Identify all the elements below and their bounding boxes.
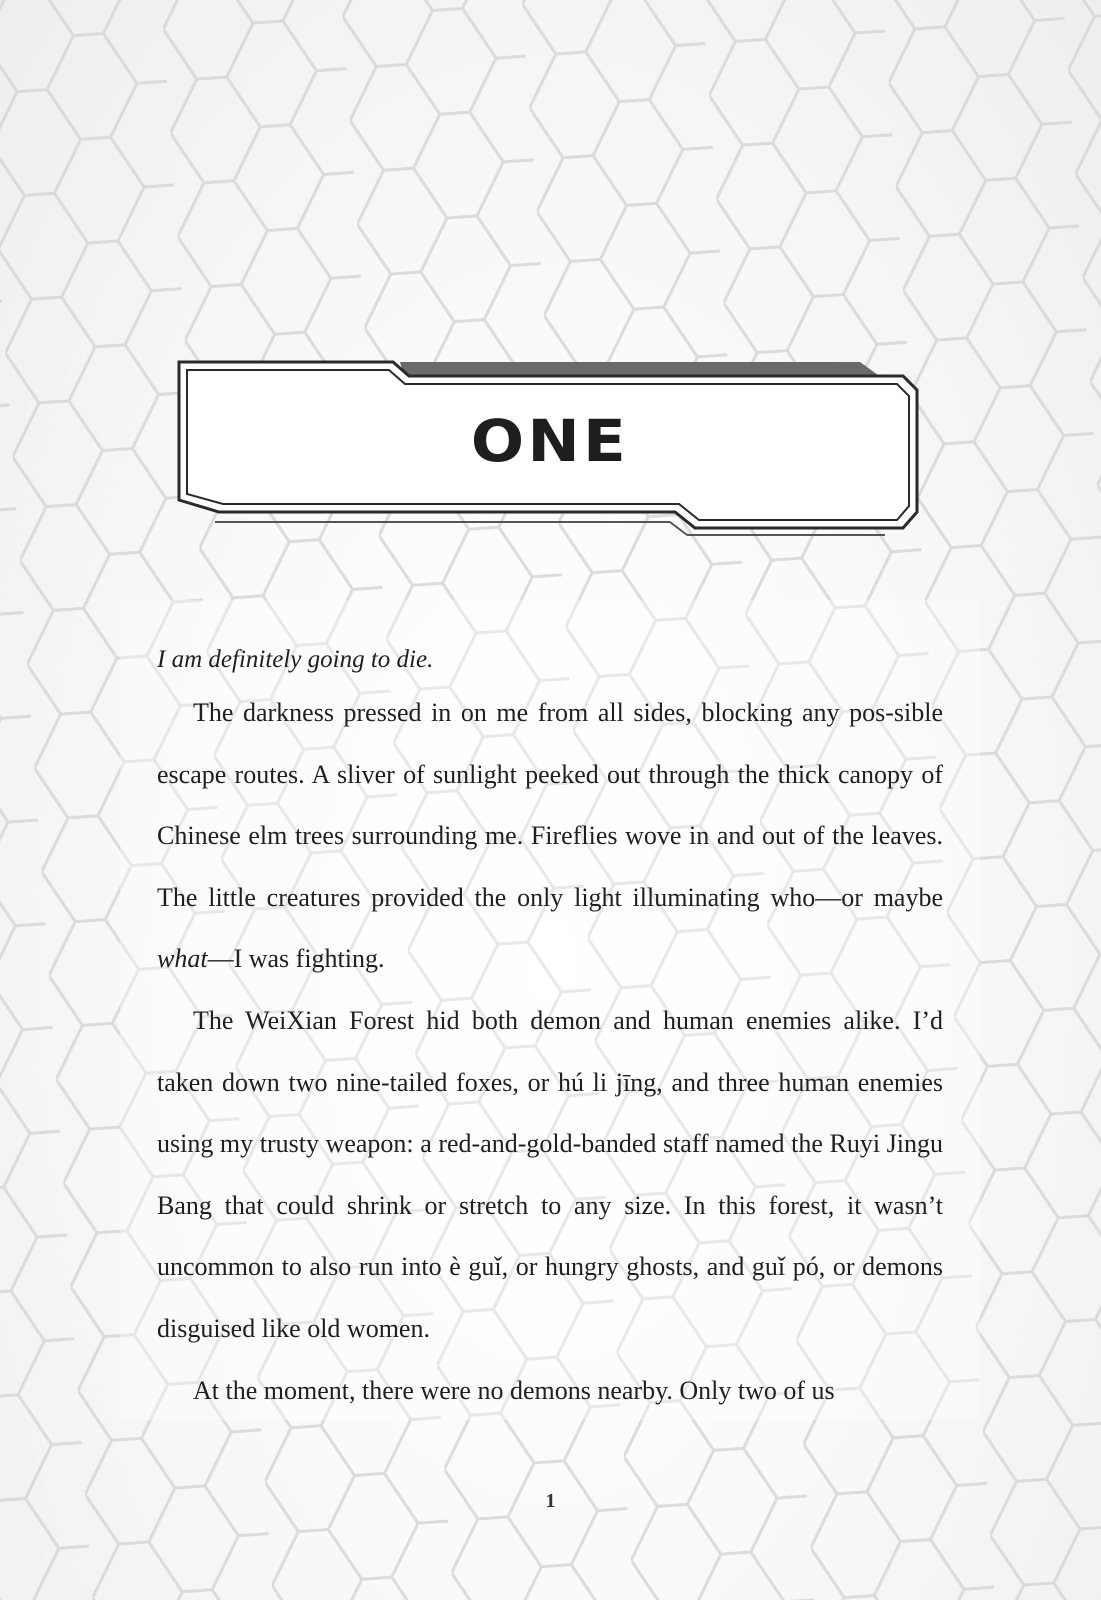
page-number: 1 xyxy=(545,1490,556,1512)
paragraph-1 xyxy=(157,682,943,990)
emphasis-what: what xyxy=(157,944,208,974)
paragraph-3: At the moment, there were no demons nearby. Only two of us xyxy=(193,1375,835,1405)
paragraph-1-text-end: —I was fighting. xyxy=(207,944,385,974)
chapter-body xyxy=(157,642,943,1421)
paragraph-1-text: The darkness pressed in on me from all sides, blocking any pos-sible escape routes. A sliver of sunlight peeked out through the thick canopy of Chinese elm trees surrounding me. Fireflies wove in and out of the leaves. The little creatures provided the only light illuminating who—or maybe xyxy=(157,698,943,912)
paragraph-2: The WeiXian Forest hid both demon and human enemies alike. I’d taken down two nine-tailed foxes, or hú li jīng, and three human enemies using my trusty weapon: a red-and-gold-banded staff named the Ruyi Jingu Bang that could shrink or stretch to any size. In this forest, it wasn’t uncommon to also run into è guǐ, or hungry ghosts, and guǐ pó, or demons disguised like old women. xyxy=(157,1005,943,1343)
opening-line: I am definitely going to die. xyxy=(157,646,434,673)
chapter-title: ONE xyxy=(470,407,630,475)
